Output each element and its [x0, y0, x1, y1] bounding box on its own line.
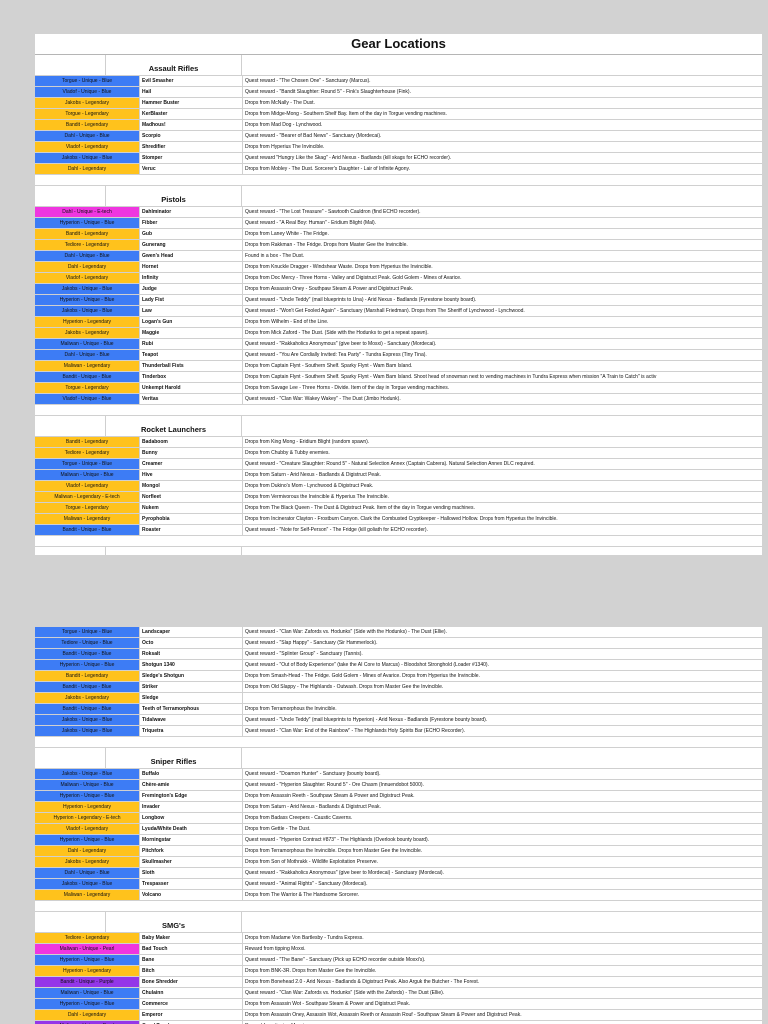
item-name-cell: Sledge's Shotgun [140, 671, 243, 681]
location-cell: Reward from tipping Moxxi. [245, 946, 306, 952]
manufacturer-rarity-cell: Hyperion - Legendary - E-tech [35, 813, 140, 823]
location-cell: Quest reward - "Uncle Teddy" (mail blueprints to Una) - Arid Nexus - Badlands (Fyrestone bounty board). [245, 297, 477, 303]
location-cell: Drops from Midge-Mong - Southern Shelf Bay. Item of the day in Torgue vending machines. [245, 111, 447, 117]
manufacturer-rarity-cell: Vladof - Unique - Blue [35, 87, 140, 97]
item-name-cell: Sledge [140, 693, 243, 703]
location-cell: Quest reward - "Hyperion Contract #873" - The Highlands (Overlook bounty board). [245, 837, 430, 843]
item-name-cell: Shotgun 1340 [140, 660, 243, 670]
item-name-cell: Scorpio [140, 131, 243, 141]
location-cell: Found in a box - The Dust. [245, 253, 305, 259]
table-row [35, 780, 762, 791]
location-cell: Drops from Madame Von Bartlesby - Tundra Express. [245, 935, 364, 941]
item-name-cell: Tinderbox [140, 372, 243, 382]
item-name-cell: Unkempt Harold [140, 383, 243, 393]
manufacturer-rarity-cell: Maliwan - Legendary - E-tech [35, 492, 140, 502]
item-name-cell: Buffalo [140, 769, 243, 779]
item-name-cell: Teeth of Terramorphous [140, 704, 243, 714]
manufacturer-rarity-cell: Jakobs - Legendary [35, 328, 140, 338]
location-cell: Drops from Incinerator Clayton - Frostburn Canyon. Clark the Combusted Cryptkeeper - Hallowed Hollow. Drops from Hyperius the Invincible. [245, 516, 558, 522]
table-row [35, 98, 762, 109]
section-cell [35, 55, 106, 75]
manufacturer-rarity-cell: Hyperion - Unique - Blue [35, 218, 140, 228]
manufacturer-rarity-cell: Tediore - Unique - Blue [35, 638, 140, 648]
item-name-cell: Lady Fist [140, 295, 243, 305]
manufacturer-rarity-cell: Jakobs - Unique - Blue [35, 879, 140, 889]
manufacturer-rarity-cell: Bandit - Unique - Blue [35, 372, 140, 382]
table-row [35, 503, 762, 514]
location-cell: Quest reward - "Clan War: Zafords vs. Hodunks" (Side with the Hodunks) - The Dust (Ellie). [245, 629, 447, 635]
item-name-cell: Evil Smasher [140, 76, 243, 86]
manufacturer-rarity-cell: Jakobs - Legendary [35, 857, 140, 867]
item-name-cell: Logan's Gun [140, 317, 243, 327]
manufacturer-rarity-cell: Dahl - Unique - E-tech [35, 207, 140, 217]
sheet-1-body [35, 55, 762, 555]
location-cell: Quest reward - "Clan War: Zafords vs. Hodunks" (Side with the Zafords) - The Dust (Ellie). [245, 990, 445, 996]
location-cell: Drops from Assassin Oney - Southpaw Steam & Power and Digistruct Peak. [245, 286, 414, 292]
manufacturer-rarity-cell: Maliwan - Unique - Blue [35, 339, 140, 349]
location-cell: Quest reward - "The Chosen One" - Sanctuary (Marcus). [245, 78, 371, 84]
manufacturer-rarity-cell: Bandit - Unique - Blue [35, 525, 140, 535]
item-name-cell: Norfleet [140, 492, 243, 502]
table-row [35, 868, 762, 879]
manufacturer-rarity-cell: Torgue - Unique - Blue [35, 627, 140, 637]
section-header [35, 55, 762, 76]
item-name-cell: Creamer [140, 459, 243, 469]
location-cell: Drops from Savage Lee - Three Horns - Divide. Item of the day in Torgue vending machines. [245, 385, 450, 391]
manufacturer-rarity-cell: Dahl - Legendary [35, 262, 140, 272]
table-row [35, 791, 762, 802]
item-name-cell: Pitchfork [140, 846, 243, 856]
item-name-cell: KerBlaster [140, 109, 243, 119]
manufacturer-rarity-cell: Vladof - Legendary [35, 481, 140, 491]
item-name-cell: Roaster [140, 525, 243, 535]
table-row [35, 977, 762, 988]
manufacturer-rarity-cell: Bandit - Unique - Blue [35, 704, 140, 714]
table-row [35, 726, 762, 737]
location-cell: Quest reward - "Rakkaholics Anonymous" (give beer to Mordecai) - Sanctuary (Mordecai). [245, 870, 444, 876]
table-row [35, 240, 762, 251]
item-name-cell: Bone Shredder [140, 977, 243, 987]
location-cell: Drops from Old Slappy - The Highlands - Outwash. Drops from Master Gee the Invincible. [245, 684, 444, 690]
table-row [35, 813, 762, 824]
table-row [35, 448, 762, 459]
item-name-cell: Veruc [140, 164, 243, 174]
table-row [35, 627, 762, 638]
location-cell: Quest reward - "Uncle Teddy" (mail blueprints to Hyperion) - Arid Nexus - Badlands (Fyrestone bounty board). [245, 717, 488, 723]
table-row [35, 76, 762, 87]
location-cell: Drops from Smash-Head - The Fridge. Gold Golem - Mines of Avarice. Drops from Hyperius the Invincible. [245, 673, 480, 679]
spacer-row [35, 901, 762, 912]
spacer-row [35, 405, 762, 416]
manufacturer-rarity-cell: Vladof - Unique - Blue [35, 394, 140, 404]
manufacturer-rarity-cell: Vladof - Legendary [35, 273, 140, 283]
location-cell: Quest reward - "Splinter Group" - Sanctuary (Tannis). [245, 651, 363, 657]
manufacturer-rarity-cell: Maliwan - Unique - Blue [35, 780, 140, 790]
table-row [35, 857, 762, 868]
item-name-cell: Tidalwave [140, 715, 243, 725]
manufacturer-rarity-cell: Hyperion - Unique - Blue [35, 835, 140, 845]
table-row [35, 251, 762, 262]
location-cell: Quest reward - "Bearer of Bad News" - Sanctuary (Mordecai). [245, 133, 382, 139]
location-cell: Quest reward - "Rakkaholics Anonymous" (give beer to Mosxi) - Sanctuary (Mordecai). [245, 341, 437, 347]
location-cell: Drops from Mick Zaford - The Dust. (Side with the Hodunks to get a repeat spawn). [245, 330, 429, 336]
location-cell: Drops from Chubby & Tubby enemies. [245, 450, 330, 456]
section-cell [242, 186, 762, 206]
section-title: Sniper Rifles [106, 748, 242, 768]
item-name-cell: Chulainn [140, 988, 243, 998]
manufacturer-rarity-cell: Dahl - Unique - Blue [35, 251, 140, 261]
table-row [35, 383, 762, 394]
manufacturer-rarity-cell: Hyperion - Legendary [35, 317, 140, 327]
manufacturer-rarity-cell: Vladof - Legendary [35, 142, 140, 152]
manufacturer-rarity-cell: Tediore - Legendary [35, 933, 140, 943]
location-cell: Quest reward - "Slap Happy" - Sanctuary (Sir Hammerlock). [245, 640, 378, 646]
section-cell [242, 55, 762, 75]
location-cell: Quest reward "Hungry Like the Skag" - Arid Nexus - Badlands (kill skags for ECHO recorder). [245, 155, 452, 161]
manufacturer-rarity-cell: Hyperion - Unique - Blue [35, 295, 140, 305]
manufacturer-rarity-cell: Hyperion - Legendary [35, 802, 140, 812]
table-row [35, 988, 762, 999]
location-cell: Drops from Assassin Reeth - Southpaw Steam & Power and Digistruct Peak. [245, 793, 415, 799]
table-row [35, 339, 762, 350]
section-cell [242, 547, 762, 555]
location-cell: Drops from The Warrior & The Handsome Sorcerer. [245, 892, 360, 898]
item-name-cell: Bunny [140, 448, 243, 458]
table-row [35, 525, 762, 536]
spacer-row [35, 175, 762, 186]
manufacturer-rarity-cell: Dahl - Legendary [35, 1010, 140, 1020]
item-name-cell: Maggie [140, 328, 243, 338]
table-row [35, 769, 762, 780]
manufacturer-rarity-cell: Torgue - Legendary [35, 109, 140, 119]
item-name-cell: Roksalt [140, 649, 243, 659]
table-row [35, 890, 762, 901]
location-cell: Drops from King Mong - Eridium Blight (random spawn). [245, 439, 370, 445]
item-name-cell: Shredifier [140, 142, 243, 152]
manufacturer-rarity-cell: Maliwan - Unique - Blue [35, 988, 140, 998]
item-name-cell: Landscaper [140, 627, 243, 637]
item-name-cell: Hammer Buster [140, 98, 243, 108]
item-name-cell: Law [140, 306, 243, 316]
item-name-cell: Teapot [140, 350, 243, 360]
item-name-cell: Madhous! [140, 120, 243, 130]
location-cell: Drops from Knuckle Dragger - Windshear Waste. Drops from Hyperius the Invincible. [245, 264, 433, 270]
table-row [35, 933, 762, 944]
section-header [35, 186, 762, 207]
location-cell: Drops from Captain Flynt - Southern Shelf. Sparky Flynt - Wam Bam Island. [245, 363, 413, 369]
manufacturer-rarity-cell: Hyperion - Unique - Blue [35, 791, 140, 801]
location-cell: Drops from Vermivorous the Invincible & Hyperius The Invincible. [245, 494, 389, 500]
table-row [35, 492, 762, 503]
table-row [35, 87, 762, 98]
manufacturer-rarity-cell: Tediore - Legendary [35, 448, 140, 458]
location-cell: Drops from Badass Creepers - Caustic Caverns. [245, 815, 353, 821]
section-cell [35, 416, 106, 436]
item-name-cell: Infinity [140, 273, 243, 283]
table-row [35, 879, 762, 890]
table-row [35, 638, 762, 649]
location-cell: Drops from Dukino's Mom - Lynchwood & Digistruct Peak. [245, 483, 374, 489]
location-cell: Drops from McNally - The Dust. [245, 100, 315, 106]
location-cell [243, 693, 762, 703]
location-cell: Quest reward - "Clan War: End of the Rainbow" - The Highlands Holy Spirits Bar (ECHO Recorder). [245, 728, 466, 734]
table-row [35, 649, 762, 660]
location-cell: Drops from Mobley - The Dust. Sorcerer's Daughter - Lair of Infinite Agony. [245, 166, 411, 172]
spacer-row [35, 536, 762, 547]
table-row [35, 955, 762, 966]
manufacturer-rarity-cell: Maliwan - Legendary [35, 514, 140, 524]
location-cell: Drops from Assassin Oney, Assassin Wot, Assassin Reeth or Assassin Rouf - Southpaw Steam & Power and Digistruct Peak. [245, 1012, 522, 1018]
table-row [35, 715, 762, 726]
manufacturer-rarity-cell: Bandit - Legendary [35, 229, 140, 239]
manufacturer-rarity-cell: Hyperion - Unique - Blue [35, 660, 140, 670]
location-cell: Quest reward - "The Lost Treasure" - Sawtooth Cauldron (find ECHO recorder). [245, 209, 421, 215]
item-name-cell: Hornet [140, 262, 243, 272]
location-cell: Drops from Hyperius The Invincible. [245, 144, 325, 150]
table-row [35, 262, 762, 273]
item-name-cell: Bane [140, 955, 243, 965]
item-name-cell: Triquetra [140, 726, 243, 736]
manufacturer-rarity-cell: Torgue - Legendary [35, 503, 140, 513]
table-row [35, 229, 762, 240]
manufacturer-rarity-cell: Maliwan - Legendary [35, 361, 140, 371]
manufacturer-rarity-cell: Bandit - Legendary [35, 671, 140, 681]
location-cell: Drops from Mad Dog - Lynchwood. [245, 122, 323, 128]
sheet-2-body [35, 627, 762, 1024]
location-cell: Drops from Terramorphous the Invincible. Drops from Master Gee the Invincible. [245, 848, 423, 854]
manufacturer-rarity-cell: Jakobs - Unique - Blue [35, 284, 140, 294]
section-cell [35, 186, 106, 206]
manufacturer-rarity-cell: Jakobs - Legendary [35, 693, 140, 703]
location-cell: Quest reward - "Out of Body Experience" (take the AI Core to Marcus) - Bloodshot Stronghold (Loader #1340). [245, 662, 489, 668]
location-cell: Quest reward - "Note for Self-Person" - The Fridge (kill goliath for ECHO recorder). [245, 527, 428, 533]
item-name-cell: Judge [140, 284, 243, 294]
section-title [106, 547, 242, 555]
item-name-cell: Fibber [140, 218, 243, 228]
item-name-cell: Skullmasher [140, 857, 243, 867]
manufacturer-rarity-cell: Bandit - Legendary [35, 437, 140, 447]
table-row [35, 966, 762, 977]
item-name-cell: Octo [140, 638, 243, 648]
table-row [35, 317, 762, 328]
table-row [35, 835, 762, 846]
location-cell: Quest reward - "Creature Slaughter: Round 5" - Natural Selection Annex (Captain Cabrera). Natural Selection Annex DLC required. [245, 461, 535, 467]
table-row [35, 109, 762, 120]
item-name-cell: Bitch [140, 966, 243, 976]
page-title: Gear Locations [35, 34, 762, 55]
section-title: Pistols [106, 186, 242, 206]
manufacturer-rarity-cell: Maliwan - Legendary [35, 890, 140, 900]
table-row [35, 361, 762, 372]
item-name-cell: Stomper [140, 153, 243, 163]
manufacturer-rarity-cell: Maliwan - Unique - Pearl [35, 944, 140, 954]
item-name-cell: Thunderball Fists [140, 361, 243, 371]
location-cell: Quest reward - "You Are Cordially Invited: Tea Party" - Tundra Express (Tiny Tina). [245, 352, 427, 358]
location-cell: Quest reward - "A Real Boy: Human" - Eridium Blight (Mal). [245, 220, 377, 226]
table-row [35, 284, 762, 295]
table-row [35, 802, 762, 813]
manufacturer-rarity-cell: Jakobs - Legendary [35, 98, 140, 108]
section-title: SMG's [106, 912, 242, 932]
manufacturer-rarity-cell: Dahl - Unique - Blue [35, 131, 140, 141]
manufacturer-rarity-cell: Vladof - Legendary [35, 824, 140, 834]
table-row [35, 295, 762, 306]
sheet-page-2 [35, 627, 762, 1024]
manufacturer-rarity-cell: Hyperion - Legendary [35, 966, 140, 976]
location-cell: Drops from Saturn - Arid Nexus - Badlands & Digistruct Peak. [245, 472, 381, 478]
manufacturer-rarity-cell: Maliwan - Unique - Blue [35, 470, 140, 480]
item-name-cell: Veritas [140, 394, 243, 404]
table-row [35, 207, 762, 218]
manufacturer-rarity-cell: Hyperion - Unique - Blue [35, 955, 140, 965]
manufacturer-rarity-cell: Jakobs - Unique - Blue [35, 153, 140, 163]
table-row [35, 142, 762, 153]
location-cell: Quest reward - "Clan War: Wakey Wakey" - The Dust (Jimbo Hodunk). [245, 396, 401, 402]
section-header [35, 547, 762, 555]
item-name-cell: Rubi [140, 339, 243, 349]
item-name-cell: Striker [140, 682, 243, 692]
location-cell: Drops from Doc Mercy - Three Horns - Valley and Digistruct Peak. Gold Golem - Mines of Avarice. [245, 275, 462, 281]
manufacturer-rarity-cell: Bandit - Unique - Blue [35, 649, 140, 659]
table-row [35, 481, 762, 492]
location-cell: Drops from The Black Queen - The Dust & Digistruct Peak. Item of the day in Torgue vending machines. [245, 505, 475, 511]
table-row [35, 394, 762, 405]
item-name-cell: Hail [140, 87, 243, 97]
item-name-cell: Lyuda/White Death [140, 824, 243, 834]
section-title: Rocket Launchers [106, 416, 242, 436]
item-name-cell: Invader [140, 802, 243, 812]
table-row [35, 218, 762, 229]
section-title: Assault Rifles [106, 55, 242, 75]
table-row [35, 514, 762, 525]
location-cell: Drops from Rakkman - The Fridge. Drops from Master Gee the Invincible. [245, 242, 408, 248]
section-header [35, 912, 762, 933]
item-name-cell: Sloth [140, 868, 243, 878]
item-name-cell: Badaboom [140, 437, 243, 447]
table-row [35, 682, 762, 693]
manufacturer-rarity-cell: Jakobs - Unique - Blue [35, 306, 140, 316]
table-row [35, 459, 762, 470]
location-cell: Drops from Wilhelm - End of the Line. [245, 319, 329, 325]
item-name-cell: Hive [140, 470, 243, 480]
manufacturer-rarity-cell: Tediore - Legendary [35, 240, 140, 250]
manufacturer-rarity-cell: Torgue - Legendary [35, 383, 140, 393]
table-row [35, 693, 762, 704]
section-header [35, 748, 762, 769]
section-cell [35, 748, 106, 768]
item-name-cell: Mongol [140, 481, 243, 491]
table-row [35, 470, 762, 481]
location-cell: Drops from Laney White - The Fridge. [245, 231, 329, 237]
table-row [35, 328, 762, 339]
location-cell: Drops from Bonehead 2.0 - Arid Nexus - Badlands & Digistruct Peak. Also Arguk the Butcher - The Forest. [245, 979, 480, 985]
item-name-cell: Emperor [140, 1010, 243, 1020]
item-name-cell: Trespasser [140, 879, 243, 889]
table-row [35, 660, 762, 671]
location-cell: Drops from BNK-3R. Drops from Master Gee the Invincible. [245, 968, 377, 974]
manufacturer-rarity-cell: Dahl - Unique - Blue [35, 350, 140, 360]
section-cell [242, 912, 762, 932]
manufacturer-rarity-cell: Hyperion - Unique - Blue [35, 999, 140, 1009]
manufacturer-rarity-cell: Jakobs - Unique - Blue [35, 769, 140, 779]
table-row [35, 824, 762, 835]
manufacturer-rarity-cell: Dahl - Unique - Blue [35, 868, 140, 878]
table-row [35, 671, 762, 682]
item-name-cell: Gub [140, 229, 243, 239]
item-name-cell: Gunerang [140, 240, 243, 250]
table-row [35, 164, 762, 175]
manufacturer-rarity-cell: Bandit - Unique - Blue [35, 682, 140, 692]
section-cell [35, 912, 106, 932]
table-row [35, 437, 762, 448]
item-name-cell: Fremington's Edge [140, 791, 243, 801]
section-cell [35, 547, 106, 555]
table-row [35, 153, 762, 164]
table-row [35, 372, 762, 383]
spacer-row [35, 737, 762, 748]
item-name-cell: Chère-amie [140, 780, 243, 790]
item-name-cell: Morningstar [140, 835, 243, 845]
location-cell: Drops from Son of Mothrakk - Wildlife Exploitation Preserve. [245, 859, 379, 865]
table-row [35, 1010, 762, 1021]
location-cell: Quest reward - "Doamon Hunter" - Sanctuary (bounty board). [245, 771, 381, 777]
manufacturer-rarity-cell: Jakobs - Unique - Blue [35, 715, 140, 725]
table-row [35, 120, 762, 131]
table-row [35, 944, 762, 955]
location-cell: Drops from Saturn - Arid Nexus - Badlands & Digistruct Peak. [245, 804, 381, 810]
sheet-page-1 [35, 34, 762, 555]
section-cell [242, 416, 762, 436]
manufacturer-rarity-cell: Dahl - Legendary [35, 164, 140, 174]
item-name-cell: Nukem [140, 503, 243, 513]
item-name-cell: Commerce [140, 999, 243, 1009]
location-cell: Quest reward - "The Bane" - Sanctuary (Pick up ECHO recorder outside Moxxi's). [245, 957, 426, 963]
item-name-cell: Pyrophobia [140, 514, 243, 524]
location-cell: Quest reward - "Hyperion Slaughter: Round 5" - Ore Chasm (Innuendobot 5000). [245, 782, 424, 788]
table-row [35, 273, 762, 284]
manufacturer-rarity-cell: Dahl - Legendary [35, 846, 140, 856]
item-name-cell: Longbow [140, 813, 243, 823]
manufacturer-rarity-cell: Bandit - Unique - Purple [35, 977, 140, 987]
manufacturer-rarity-cell: Bandit - Legendary [35, 120, 140, 130]
manufacturer-rarity-cell: Torgue - Unique - Blue [35, 459, 140, 469]
table-row [35, 350, 762, 361]
table-row [35, 306, 762, 317]
manufacturer-rarity-cell: Torgue - Unique - Blue [35, 76, 140, 86]
table-row [35, 999, 762, 1010]
item-name-cell: Baby Maker [140, 933, 243, 943]
location-cell: Drops from Assassin Wot - Southpaw Steam & Power and Digistruct Peak. [245, 1001, 410, 1007]
item-name-cell: Dahlminator [140, 207, 243, 217]
item-name-cell: Volcano [140, 890, 243, 900]
location-cell: Drops from Gettle - The Dust. [245, 826, 311, 832]
table-row [35, 846, 762, 857]
section-cell [242, 748, 762, 768]
location-cell: Drops from Terramorphous the Invincible. [245, 706, 337, 712]
manufacturer-rarity-cell: Jakobs - Unique - Blue [35, 726, 140, 736]
location-cell: Drops from Captain Flynt - Southern Shelf. Sparky Flynt - Wam Bam Island. Shoot head of snowman next to vending machines in Tundra Express when mission "A Train to Catch" is activ [245, 374, 657, 380]
section-header [35, 416, 762, 437]
item-name-cell: Gwen's Head [140, 251, 243, 261]
location-cell: Quest reward - "Bandit Slaughter: Round 5" - Fink's Slaughterhouse (Fink). [245, 89, 411, 95]
table-row [35, 131, 762, 142]
table-row [35, 704, 762, 715]
location-cell: Quest reward - "Animal Rights" - Sanctuary (Mordecai). [245, 881, 368, 887]
item-name-cell: Bad Touch [140, 944, 243, 954]
location-cell: Quest reward - "Won't Get Fooled Again" - Sanctuary (Marshall Friedman). Drops from The Sheriff of Lynchwood - Lynchwood. [245, 308, 525, 314]
